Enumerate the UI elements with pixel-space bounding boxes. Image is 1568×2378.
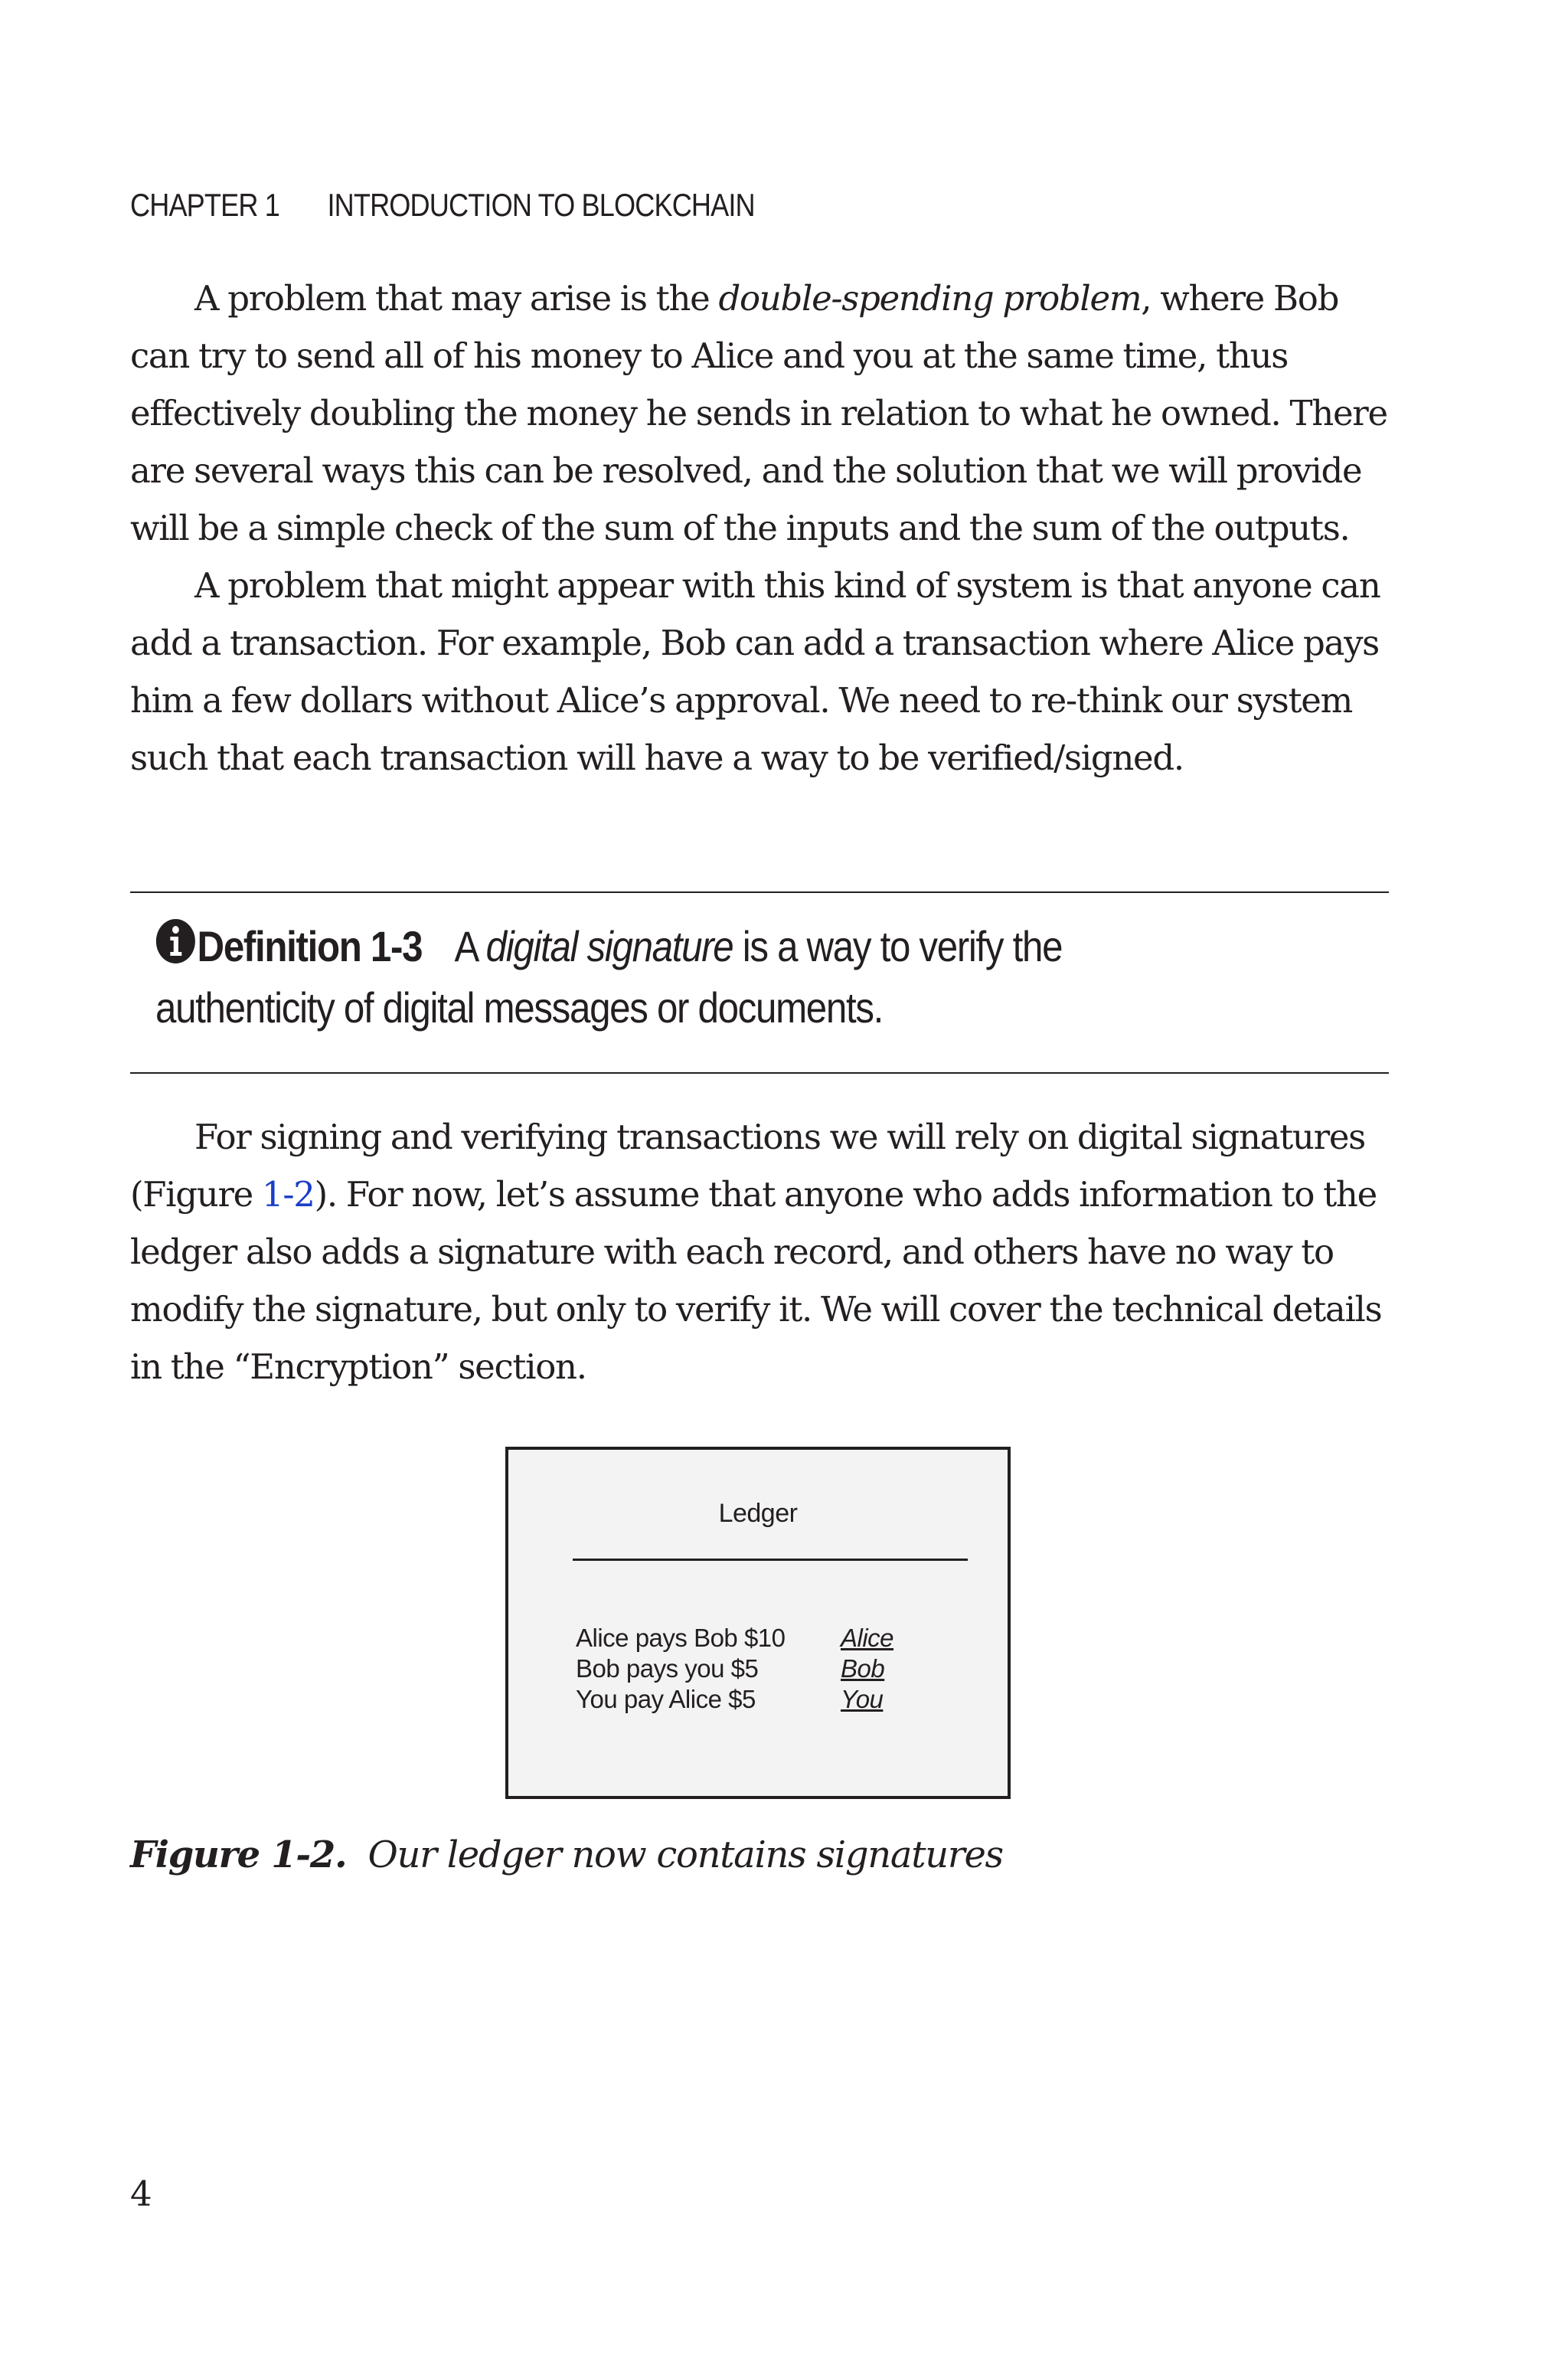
paragraph-text: , where Bob can try to send all of his money to Alice and you at the same time, thus effectively doubling the money he sends in relation to what he owned. There are several ways this can be resolved, and the solution that we will provide will be a simple check of the sum of the inputs and the sum of the outputs. <box>130 278 1387 548</box>
paragraph-double-spending <box>130 270 1393 557</box>
ledger-signature: Alice <box>841 1624 894 1652</box>
ledger-signature: You <box>841 1685 884 1713</box>
chapter-number: CHAPTER 1 <box>130 187 279 223</box>
emphasis-term: double-spending problem <box>718 278 1142 319</box>
page-number: 4 <box>130 2174 152 2214</box>
figure-caption <box>130 1833 1003 1876</box>
chapter-title: INTRODUCTION TO BLOCKCHAIN <box>327 187 755 223</box>
ledger-figure <box>505 1447 1011 1799</box>
figure-caption-text: Our ledger now contains signatures <box>368 1833 1003 1876</box>
paragraph-text: For signing and verifying transactions we will rely on digital signatures (Figure <box>130 1117 1365 1215</box>
ledger-entry: You pay Alice $5 <box>576 1685 756 1713</box>
paragraph-anyone-can-add: A problem that might appear with this kind of system is that anyone can add a transaction. For example, Bob can add a transaction where Alice pays him a few dollars without Alice’s approval. We need to re-think our system such that each transaction will have a way to be verified/signed. <box>130 565 1380 778</box>
figure-caption-label: Figure 1-2. <box>130 1833 347 1876</box>
ledger-signatures <box>841 1623 893 1715</box>
ledger-signature: Bob <box>841 1654 885 1683</box>
definition-bottom-rule <box>130 1072 1389 1074</box>
definition-top-rule <box>130 891 1389 893</box>
ledger-title: Ledger <box>718 1499 798 1528</box>
paragraph-text: A problem that may arise is the <box>194 278 719 319</box>
ledger-entries <box>576 1623 786 1715</box>
ledger-divider <box>573 1559 968 1561</box>
info-icon <box>155 918 196 964</box>
running-header <box>130 187 755 224</box>
figure-reference-link[interactable]: 1-2 <box>262 1174 315 1215</box>
ledger-entry: Alice pays Bob $10 <box>576 1624 786 1652</box>
body-text-middle <box>130 1108 1393 1395</box>
body-text-top <box>130 270 1393 787</box>
definition-label: Definition 1-3 <box>197 922 423 970</box>
paragraph-text: ). For now, let’s assume that anyone who adds information to the ledger also adds a signature with each record, and others have no way to modify the signature, but only to verify it. We will cover the technical details in the “Encryption” section. <box>130 1174 1382 1387</box>
definition-text: A <box>454 922 486 970</box>
definition-text: is a way to verify the authenticity of digital messages or documents. <box>155 922 1063 1032</box>
definition-term: digital signature <box>485 922 733 970</box>
ledger-entry: Bob pays you $5 <box>576 1654 759 1683</box>
definition-box <box>155 916 1233 1039</box>
paragraph-digital-signatures <box>130 1108 1393 1395</box>
